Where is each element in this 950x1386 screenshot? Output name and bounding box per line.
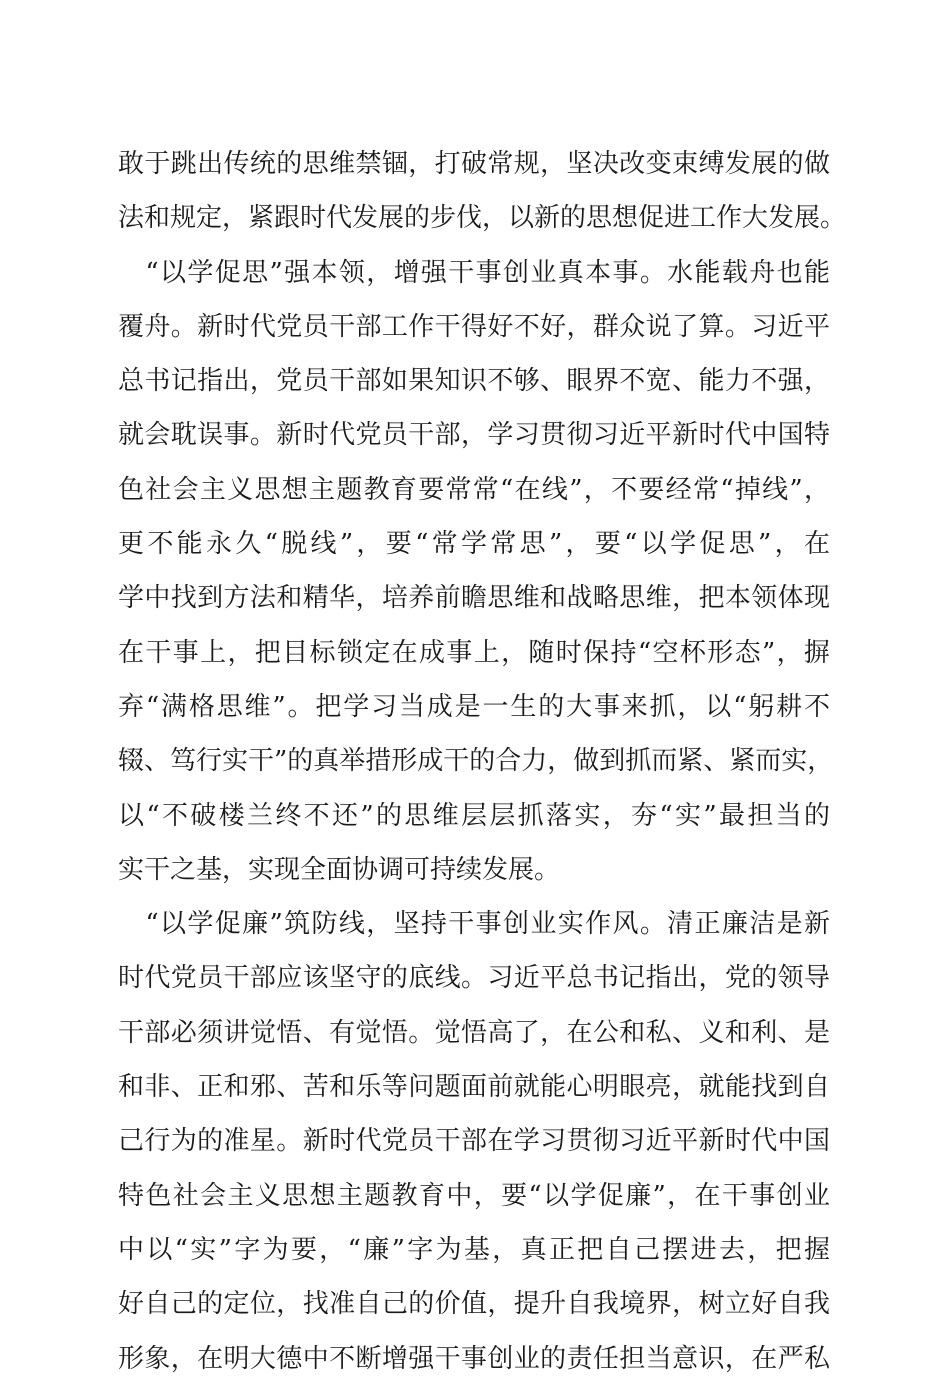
text-line: 敢于跳出传统的思维禁锢，打破常规，坚决改变束缚发展的做 [118, 149, 830, 179]
text-line: “以学促思”强本领，增强干事创业真本事。水能载舟也能 [118, 257, 830, 288]
text-line: 好自己的定位，找准自己的价值，提升自我境界，树立好自我 [118, 1289, 830, 1320]
text-line: 法和规定，紧跟时代发展的步伐，以新的思想促进工作大发展。 [118, 203, 847, 234]
text-line: 中以“实”字为要，“廉”字为基，真正把自己摆进去，把握 [118, 1234, 830, 1265]
text-line: “以学促廉”筑防线，坚持干事创业实作风。清正廉洁是新 [118, 909, 830, 940]
text-line: 弃“满格思维”。把学习当成是一生的大事来抓，以“躬耕不 [118, 691, 830, 722]
text-line: 学中找到方法和精华，培养前瞻思维和战略思维，把本领体现 [118, 583, 830, 614]
text-line: 在干事上，把目标锁定在成事上，随时保持“空杯形态”，摒 [118, 637, 830, 668]
text-line: 干部必须讲觉悟、有觉悟。觉悟高了，在公和私、义和利、是 [118, 1017, 830, 1048]
text-line: 时代党员干部应该坚守的底线。习近平总书记指出，党的领导 [118, 963, 830, 994]
body-text [118, 137, 847, 1386]
text-line: 辍、笃行实干”的真举措形成干的合力，做到抓而紧、紧而实， [118, 746, 834, 777]
text-line: 更不能永久“脱线”，要“常学常思”，要“以学促思”，在 [118, 529, 830, 560]
text-line: 就会耽误事。新时代党员干部，学习贯彻习近平新时代中国特 [118, 420, 830, 451]
text-line: 覆舟。新时代党员干部工作干得好不好，群众说了算。习近平 [118, 311, 830, 342]
text-line: 色社会主义思想主题教育要常常“在线”，不要经常“掉线”， [118, 474, 830, 505]
text-line: 实干之基，实现全面协调可持续发展。 [118, 854, 561, 885]
text-line: 形象，在明大德中不断增强干事创业的责任担当意识，在严私 [118, 1343, 830, 1374]
text-line: 特色社会主义思想主题教育中，要“以学促廉”，在干事创业 [118, 1180, 830, 1211]
text-line: 以“不破楼兰终不还”的思维层层抓落实，夯“实”最担当的 [118, 800, 830, 831]
text-line: 己行为的准星。新时代党员干部在学习贯彻习近平新时代中国 [118, 1126, 830, 1157]
text-line: 总书记指出，党员干部如果知识不够、眼界不宽、能力不强， [118, 366, 830, 397]
text-line: 和非、正和邪、苦和乐等问题面前就能心明眼亮，就能找到自 [118, 1072, 830, 1103]
